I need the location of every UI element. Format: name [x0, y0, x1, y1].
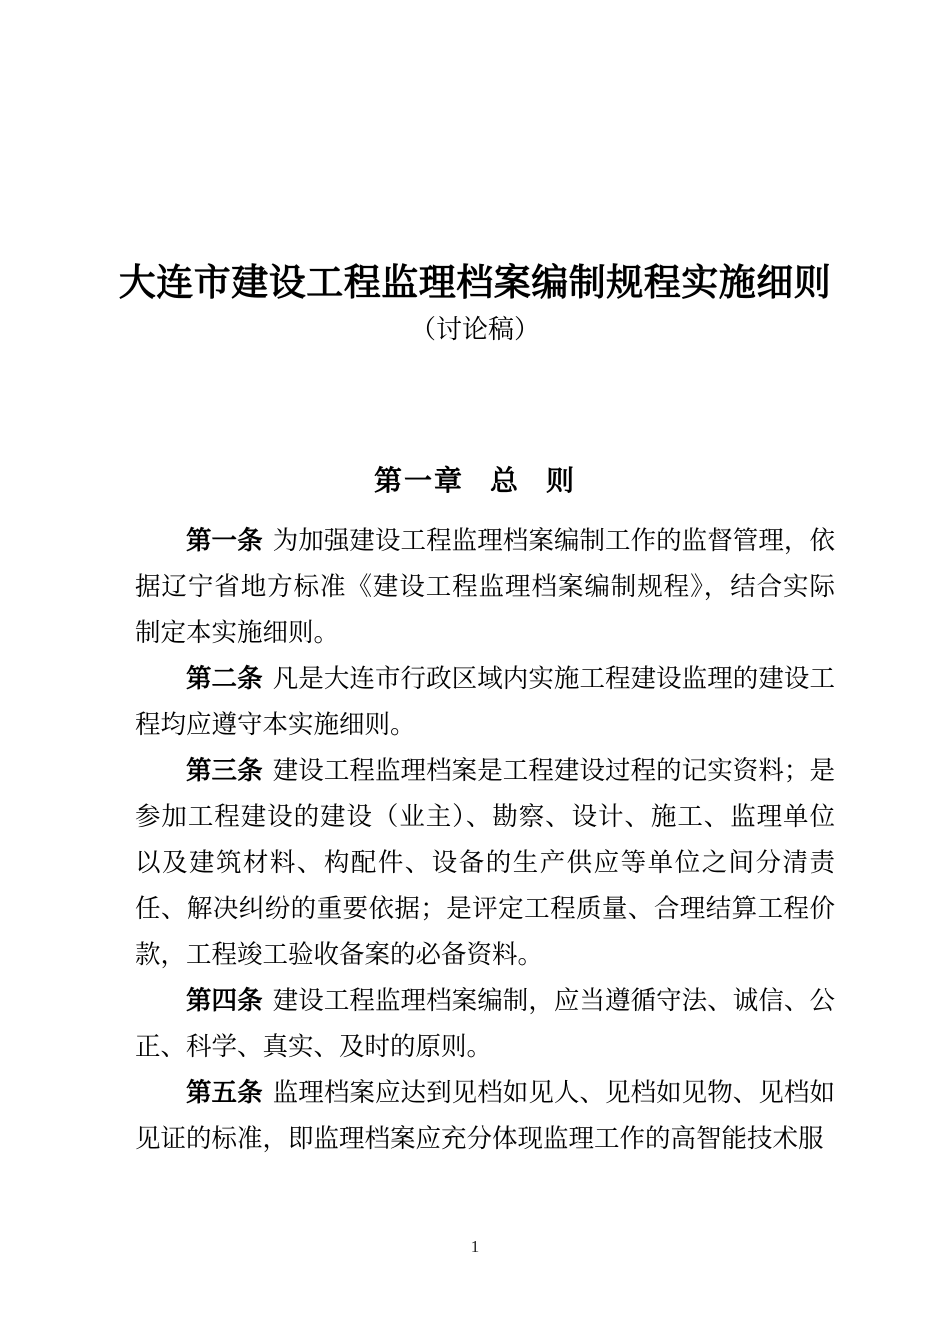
chapter-heading: [0, 462, 950, 502]
article-item: [135, 656, 835, 748]
page-title: 大连市建设工程监理档案编制规程实施细则: [118, 263, 832, 304]
article-text: 建设工程监理档案是工程建设过程的记实资料；是参加工程建设的建设（业主）、勘察、设计、施工、监理单位以及建筑材料、构配件、设备的生产供应等单位之间分清责任、解决纠纷的重要依据；是评定工程质量、合理结算工程价款，工程竣工验收备案的必备资料。: [135, 756, 835, 969]
article-marker: 第五条: [186, 1078, 263, 1107]
article-text: 凡是大连市行政区域内实施工程建设监理的建设工程均应遵守本实施细则。: [135, 664, 835, 739]
page-number: 1: [470, 1237, 480, 1256]
article-item: [135, 518, 835, 656]
article-item: [135, 1070, 835, 1162]
article-text: 为加强建设工程监理档案编制工作的监督管理，依据辽宁省地方标准《建设工程监理档案编制规程》，结合实际制定本实施细则。: [135, 526, 835, 647]
chapter-name-second: 则: [546, 466, 577, 497]
article-list: [135, 518, 835, 1162]
chapter-number: 第一章: [373, 466, 464, 497]
title-block: [0, 258, 950, 350]
article-marker: 第二条: [186, 664, 263, 693]
article-text: 建设工程监理档案编制，应当遵循守法、诚信、公正、科学、真实、及时的原则。: [135, 986, 835, 1061]
article-marker: 第四条: [186, 986, 263, 1015]
article-text: 监理档案应达到见档如见人、见档如见物、见档如见证的标准，即监理档案应充分体现监理工作的高智能技术服: [135, 1078, 835, 1153]
article-marker: 第一条: [186, 526, 263, 555]
article-item: [135, 978, 835, 1070]
article-marker: 第三条: [186, 756, 263, 785]
article-item: [135, 748, 835, 978]
page-subtitle: （讨论稿）: [409, 315, 540, 344]
chapter-name-first: 总: [489, 466, 520, 497]
